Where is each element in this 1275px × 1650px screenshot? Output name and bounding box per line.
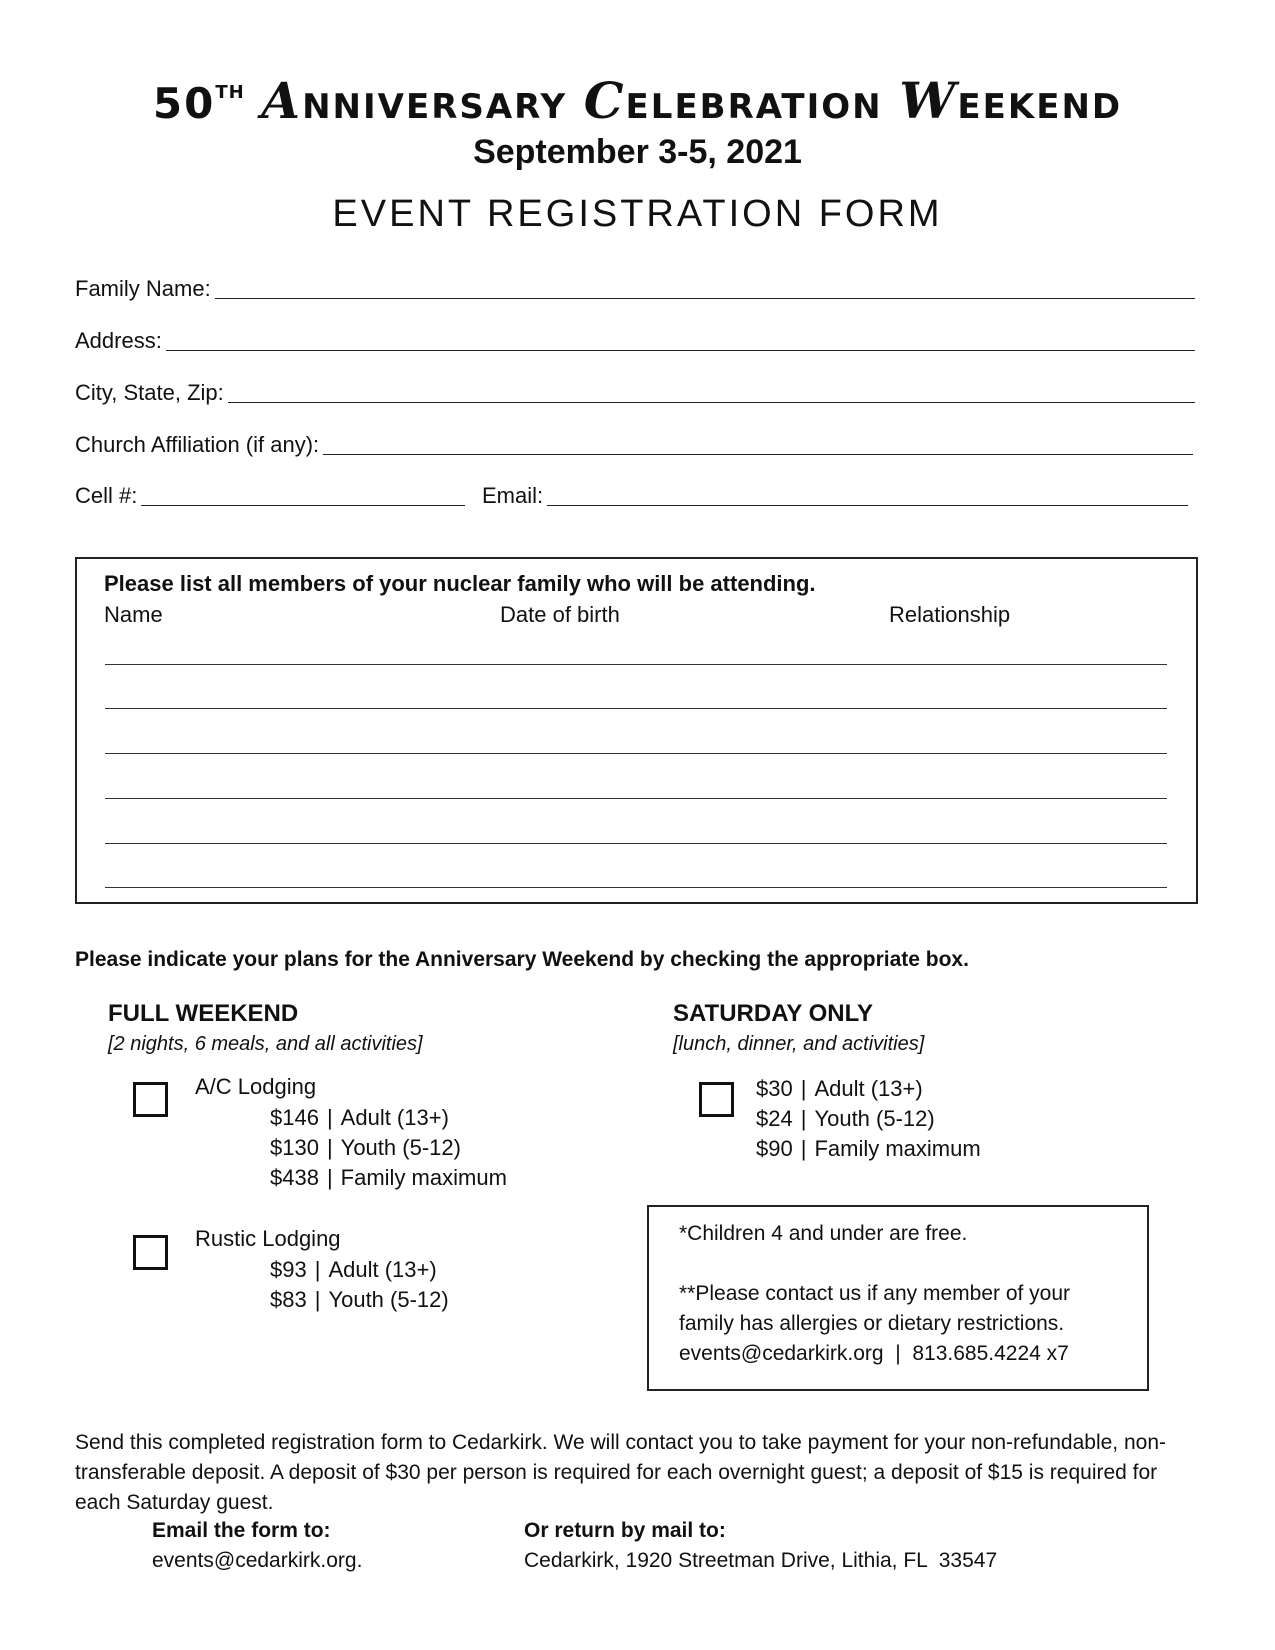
address-label: Address:	[75, 328, 162, 353]
member-row-line[interactable]	[105, 843, 1167, 844]
email-form-address[interactable]: events@cedarkirk.org.	[152, 1549, 363, 1572]
church-affiliation-input-line[interactable]	[323, 432, 1193, 455]
title-initial-a: A	[261, 71, 303, 130]
saturday-adult-price: $30 | Adult (13+)	[756, 1076, 923, 1101]
saturday-family-max-price: $90 | Family maximum	[756, 1136, 981, 1161]
family-name-input-line[interactable]	[215, 276, 1195, 299]
title-suffix: TH	[215, 82, 245, 103]
column-name: Name	[104, 602, 163, 627]
email-label: Email:	[482, 483, 544, 508]
mail-form-heading: Or return by mail to:	[524, 1519, 726, 1542]
column-relationship: Relationship	[889, 602, 1011, 627]
rustic-lodging-label: Rustic Lodging	[195, 1226, 341, 1251]
children-free-note: *Children 4 and under are free.	[679, 1222, 968, 1245]
cell-input-line[interactable]	[141, 483, 465, 506]
saturday-only-subtitle: [lunch, dinner, and activities]	[673, 1033, 925, 1055]
plans-instruction: Please indicate your plans for the Anniversary Weekend by checking the appropriate box.	[75, 948, 969, 971]
allergy-note-line1: **Please contact us if any member of your	[679, 1282, 1071, 1305]
rustic-youth-price: $83 | Youth (5-12)	[270, 1287, 449, 1312]
event-date: September 3-5, 2021	[473, 133, 802, 171]
ac-family-max-price: $438 | Family maximum	[270, 1165, 507, 1190]
saturday-only-heading: SATURDAY ONLY	[673, 1000, 874, 1027]
title-initial-w: W	[899, 71, 958, 130]
mail-form-address: Cedarkirk, 1920 Streetman Drive, Lithia, FL 33547	[524, 1549, 998, 1572]
members-heading: Please list all members of your nuclear family who will be attending.	[104, 571, 816, 596]
email-field[interactable]	[482, 479, 1188, 509]
member-row-line[interactable]	[105, 708, 1167, 709]
rustic-lodging-checkbox[interactable]	[133, 1235, 168, 1270]
rustic-adult-price: $93 | Adult (13+)	[270, 1257, 437, 1282]
member-row-line[interactable]	[105, 753, 1167, 754]
member-row-line[interactable]	[105, 798, 1167, 799]
ac-youth-price: $130 | Youth (5-12)	[270, 1135, 461, 1160]
ac-adult-price: $146 | Adult (13+)	[270, 1105, 449, 1130]
saturday-only-checkbox[interactable]	[699, 1082, 734, 1117]
contact-info: events@cedarkirk.org | 813.685.4224 x7	[679, 1342, 1069, 1365]
cell-label: Cell #:	[75, 483, 138, 508]
city-state-zip-label: City, State, Zip:	[75, 380, 224, 405]
church-affiliation-field[interactable]	[75, 428, 1193, 458]
church-affiliation-label: Church Affiliation (if any):	[75, 432, 320, 457]
ac-lodging-label: A/C Lodging	[195, 1074, 317, 1099]
address-input-line[interactable]	[166, 328, 1195, 351]
event-title	[0, 66, 1275, 134]
cell-field[interactable]	[75, 479, 465, 509]
full-weekend-heading: FULL WEEKEND	[108, 1000, 299, 1027]
member-row-line[interactable]	[105, 887, 1167, 888]
address-field[interactable]	[75, 324, 1195, 354]
city-state-zip-field[interactable]	[75, 376, 1195, 406]
title-word-anniversary: NNIVERSARY	[302, 87, 568, 127]
submission-instructions: Send this completed registration form to Cedarkirk. We will contact you to take payment for your non-refundable, non-transferable deposit. A deposit of $30 per person is required for each overnight guest; a deposit of $15 is required for each Saturday guest.	[75, 1431, 1166, 1514]
full-weekend-subtitle: [2 nights, 6 meals, and all activities]	[108, 1033, 423, 1055]
form-title: EVENT REGISTRATION FORM	[332, 193, 943, 235]
title-initial-c: C	[583, 71, 626, 130]
ac-lodging-checkbox[interactable]	[133, 1082, 168, 1117]
notes-box	[647, 1205, 1149, 1391]
allergy-note-line2: family has allergies or dietary restrictions.	[679, 1312, 1065, 1335]
city-state-zip-input-line[interactable]	[228, 380, 1195, 403]
title-word-weekend: EEKEND	[957, 87, 1123, 127]
family-members-box	[75, 557, 1198, 904]
title-number: 50	[152, 79, 216, 128]
family-name-label: Family Name:	[75, 276, 211, 301]
title-word-celebration: ELEBRATION	[625, 87, 883, 127]
member-row-line[interactable]	[105, 664, 1167, 665]
email-input-line[interactable]	[547, 483, 1188, 506]
family-name-field[interactable]	[75, 272, 1195, 302]
column-date-of-birth: Date of birth	[500, 602, 620, 627]
email-form-heading: Email the form to:	[152, 1519, 331, 1542]
saturday-youth-price: $24 | Youth (5-12)	[756, 1106, 935, 1131]
